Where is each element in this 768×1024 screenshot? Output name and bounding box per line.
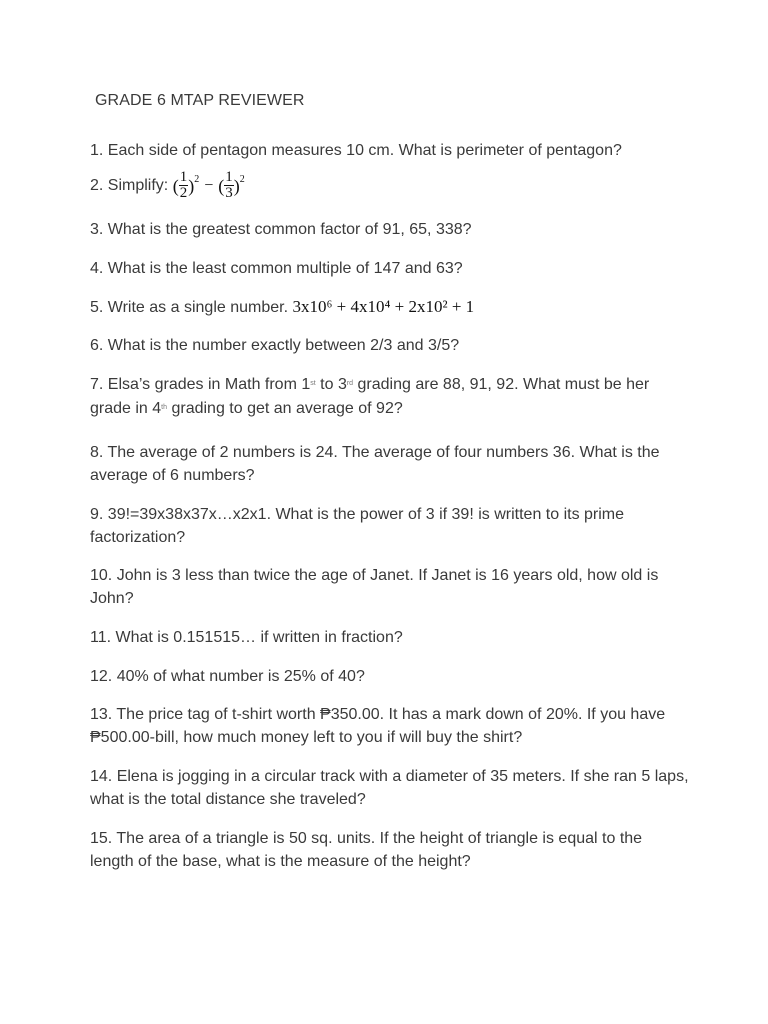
question-7-text: grading to get an average of 92?	[167, 400, 403, 417]
page-title: GRADE 6 MTAP REVIEWER	[95, 92, 305, 109]
question-5	[90, 295, 690, 319]
fraction-denominator: 2	[179, 185, 188, 202]
question-5-label: 5. Write as a single number.	[90, 299, 293, 316]
question-3: 3. What is the greatest common factor of 91, 65, 338?	[90, 221, 472, 238]
question-14: 14. Elena is jogging in a circular track with a diameter of 35 meters. If she ran 5 laps, what is the total distance she traveled?	[90, 768, 689, 808]
close-paren: )	[233, 175, 240, 196]
fraction-one-half	[179, 170, 189, 201]
exponent: 2	[194, 174, 200, 185]
minus-sign: −	[204, 176, 214, 194]
question-4: 4. What is the least common multiple of 147 and 63?	[90, 260, 463, 277]
question-12: 12. 40% of what number is 25% of 40?	[90, 668, 365, 685]
open-paren: (	[218, 175, 225, 196]
ordinal-suffix: rd	[346, 380, 354, 387]
ordinal-suffix: st	[310, 380, 316, 387]
question-7-text: 7. Elsa’s grades in Math from 1	[90, 376, 311, 393]
fraction-denominator: 3	[225, 185, 233, 202]
question-8: 8. The average of 2 numbers is 24. The average of four numbers 36. What is the average of 6 numbers?	[90, 444, 660, 484]
ordinal-suffix: th	[161, 404, 168, 411]
open-paren: (	[172, 175, 179, 196]
question-2-label: 2. Simplify:	[90, 177, 173, 194]
question-2	[90, 162, 690, 204]
question-1: 1. Each side of pentagon measures 10 cm. What is perimeter of pentagon?	[90, 142, 622, 159]
fraction-numerator: 1	[179, 169, 188, 186]
exponent: 2	[239, 174, 245, 185]
question-7	[90, 372, 690, 420]
question-13: 13. The price tag of t-shirt worth ₱350.00. It has a mark down of 20%. If you have ₱500.00-bill, how much money left to you if will buy the shirt?	[90, 706, 666, 746]
math-expression: 3x10⁶ + 4x10⁴ + 2x10² + 1	[292, 297, 475, 316]
question-7-text: to 3	[315, 376, 347, 393]
question-15: 15. The area of a triangle is 50 sq. units. If the height of triangle is equal to the length of the base, what is the measure of the height?	[90, 830, 643, 870]
question-11: 11. What is 0.151515… if written in fraction?	[90, 629, 403, 646]
fraction-one-third	[224, 170, 234, 201]
question-10: 10. John is 3 less than twice the age of Janet. If Janet is 16 years old, how old is John?	[90, 567, 659, 607]
question-7-text: grading are 88, 91, 92. What must be her grade in 4	[90, 376, 650, 417]
close-paren: )	[188, 175, 195, 196]
question-6: 6. What is the number exactly between 2/3 and 3/5?	[90, 337, 460, 354]
fraction-numerator: 1	[225, 169, 233, 186]
question-9: 9. 39!=39x38x37x…x2x1. What is the power of 3 if 39! is written to its prime factorization?	[90, 506, 625, 546]
